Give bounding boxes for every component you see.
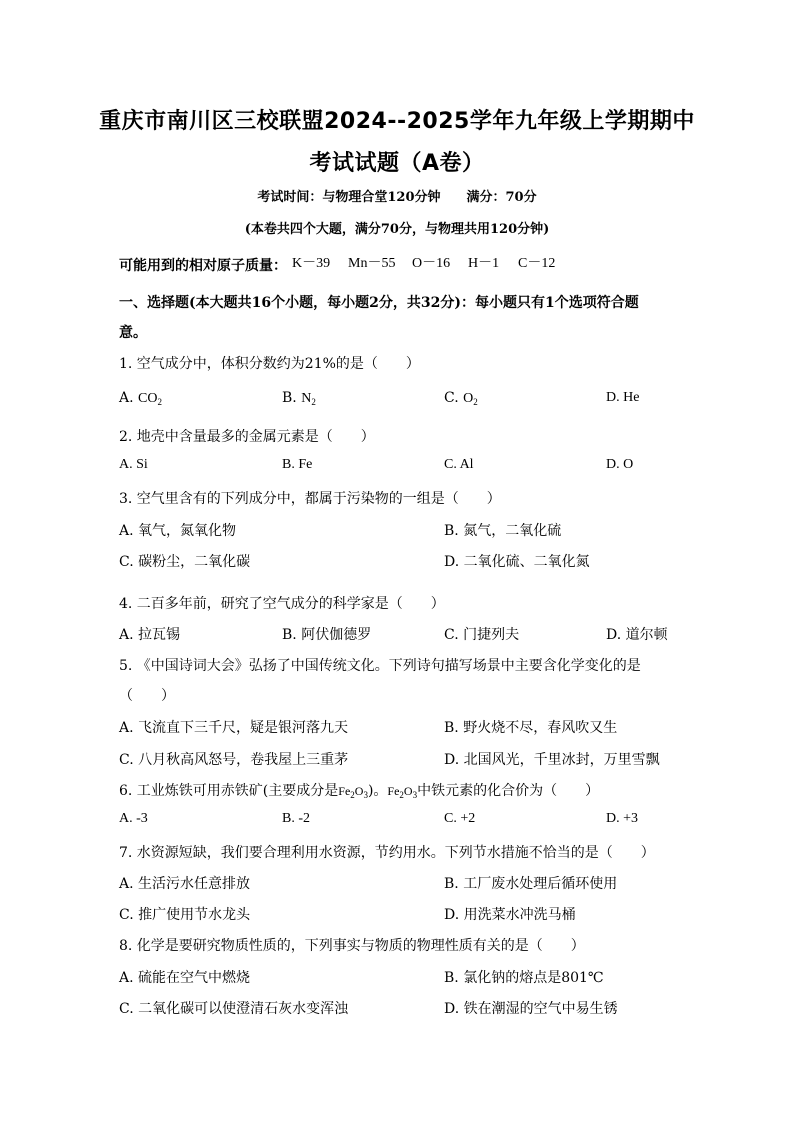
question-5-option-d: D. 北国风光，千里冰封，万里雪飘	[444, 752, 660, 768]
question-1-option-c: C. $O_2$	[444, 390, 478, 407]
exam-title-line1: 重庆市南川区三校联盟2024--2025学年九年级上学期期中	[99, 109, 695, 134]
question-2-option-a: A. Si	[119, 457, 148, 472]
atomic-mass-label: 可能用到的相对原子质量：	[119, 258, 287, 274]
question-6-option-b: B. -2	[282, 811, 310, 826]
question-2-option-b: B. Fe	[282, 457, 313, 472]
question-8-option-c: C. 二氧化碳可以使澄清石灰水变浑浊	[119, 1001, 349, 1017]
question-1-option-a: A. $CO_2$	[119, 390, 162, 407]
atomic-mass-c: C－12	[518, 256, 556, 271]
question-1-option-d: D. He	[606, 390, 640, 405]
question-8-stem: 8. 化学是要研究物质性质的，下列事实与物质的物理性质有关的是（ ）	[119, 938, 585, 954]
question-3-option-d: D. 二氧化硫、二氧化氮	[444, 554, 590, 570]
question-7-option-b: B. 工厂废水处理后循环使用	[444, 876, 618, 892]
question-3-option-a: A. 氧气，氮氧化物	[119, 523, 237, 539]
question-2-option-d: D. O	[606, 457, 634, 472]
question-6-option-d: D. +3	[606, 811, 639, 826]
exam-title-line2: 考试试题（A卷）	[309, 151, 485, 176]
section1-heading: 一、选择题(本大题共16个小题，每小题2分，共32分)：每小题只有1个选项符合题	[119, 295, 639, 311]
question-8-option-d: D. 铁在潮湿的空气中易生锈	[444, 1001, 618, 1017]
question-7-option-a: A. 生活污水任意排放	[119, 876, 251, 892]
question-3-stem: 3. 空气里含有的下列成分中，都属于污染物的一组是（ ）	[119, 491, 501, 507]
question-4-option-b: B. 阿伏伽德罗	[282, 627, 372, 643]
atomic-mass-mn: Mn－55	[348, 256, 396, 271]
question-6-option-c: C. +2	[444, 811, 476, 826]
question-4-option-a: A. 拉瓦锡	[119, 627, 181, 643]
question-8-option-b: B. 氯化钠的熔点是801℃	[444, 970, 604, 986]
section1-heading-cont: 意。	[119, 325, 147, 341]
question-2-option-c: C. Al	[444, 457, 474, 472]
exam-note: (本卷共四个大题，满分70分，与物理共用120分钟)	[244, 222, 550, 237]
atomic-mass-k: K－39	[292, 256, 331, 271]
question-4-option-c: C. 门捷列夫	[444, 627, 520, 643]
question-8-option-a: A. 硫能在空气中燃烧	[119, 970, 251, 986]
question-5-stem: 5. 《中国诗词大会》弘扬了中国传统文化。下列诗句描写场景中主要含化学变化的是	[119, 658, 641, 674]
question-4-option-d: D. 道尔顿	[606, 627, 668, 643]
question-5-option-a: A. 飞流直下三千尺，疑是银河落九天	[119, 720, 349, 736]
question-3-option-c: C. 碳粉尘，二氧化碳	[119, 554, 251, 570]
question-7-stem: 7. 水资源短缺，我们要合理利用水资源，节约用水。下列节水措施不恰当的是（ ）	[119, 845, 655, 861]
atomic-mass-h: H－1	[468, 256, 500, 271]
question-7-option-d: D. 用洗菜水冲洗马桶	[444, 907, 576, 923]
question-6-stem: 6. 工业炼铁可用赤铁矿(主要成分是$Fe_2O_3$)。$Fe_2O_3$中铁元素的化合价为（ ）	[119, 783, 600, 800]
question-5-stem-cont: （ ）	[119, 688, 175, 704]
exam-info: 考试时间：与物理合堂120分钟 满分：70分	[257, 190, 537, 205]
question-6-option-a: A. -3	[119, 811, 148, 826]
question-7-option-c: C. 推广使用节水龙头	[119, 907, 251, 923]
question-1-stem: 1. 空气成分中，体积分数约为21%的是（ ）	[119, 356, 420, 372]
atomic-mass-o: O－16	[412, 256, 451, 271]
question-5-option-c: C. 八月秋高风怒号，卷我屋上三重茅	[119, 752, 349, 768]
question-2-stem: 2. 地壳中含量最多的金属元素是（ ）	[119, 429, 375, 445]
question-5-option-b: B. 野火烧不尽，春风吹又生	[444, 720, 618, 736]
question-1-option-b: B. $N_2$	[282, 390, 316, 407]
question-3-option-b: B. 氮气，二氧化硫	[444, 523, 562, 539]
question-4-stem: 4. 二百多年前，研究了空气成分的科学家是（ ）	[119, 596, 445, 612]
